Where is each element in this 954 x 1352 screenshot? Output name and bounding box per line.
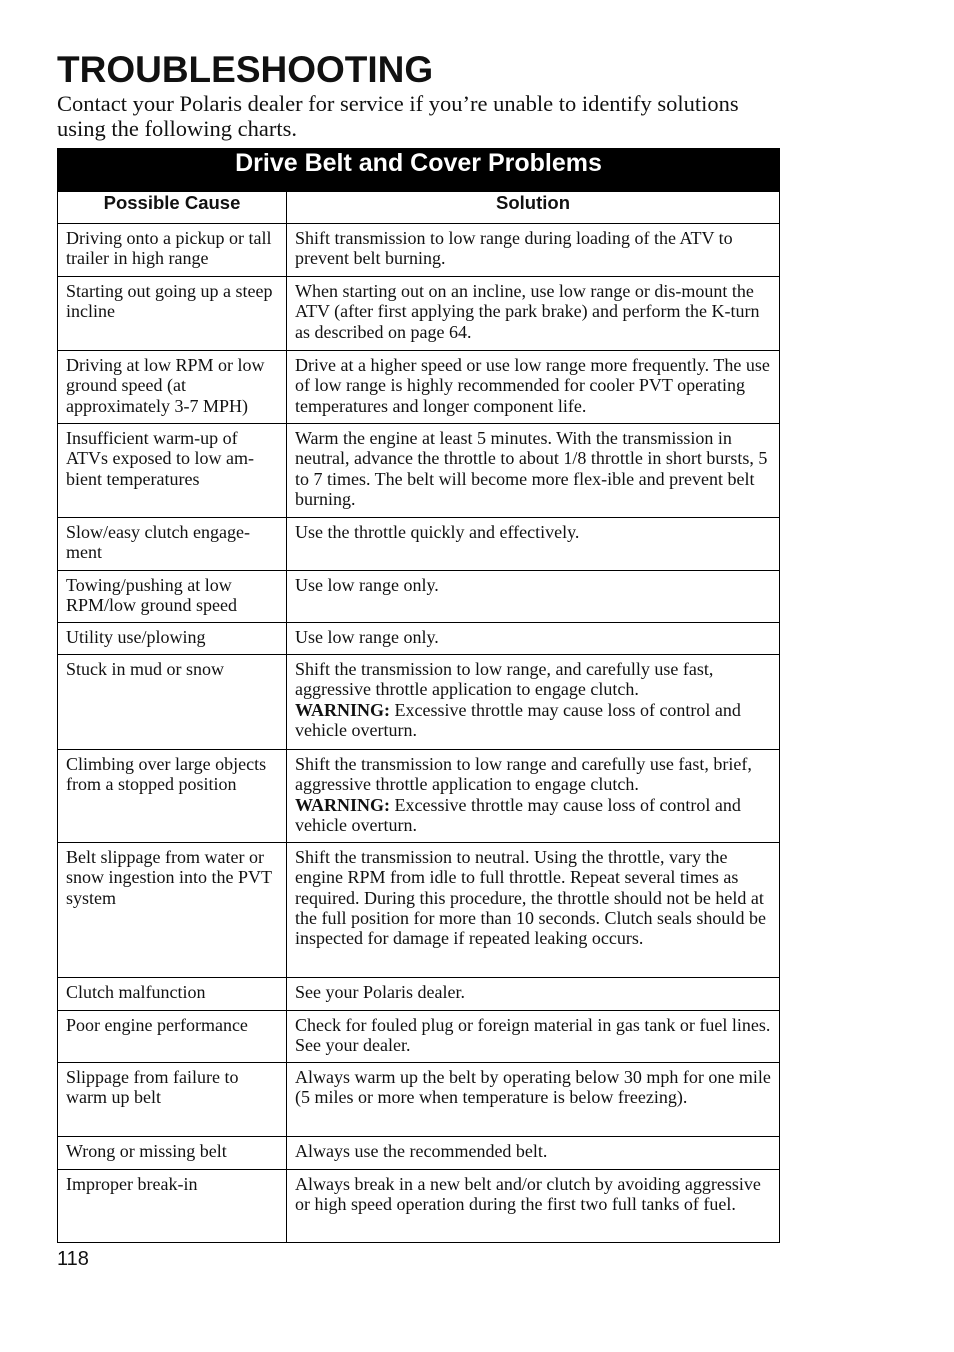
solution-cell: Always break in a new belt and/or clutch by avoiding aggressive or high speed operation during the first two full tanks of fuel.: [287, 1170, 780, 1243]
cause-cell: Slow/easy clutch engage-ment: [58, 518, 287, 571]
table-row: [58, 1137, 780, 1170]
warning-label: WARNING:: [295, 699, 391, 720]
solution-cell: Use low range only.: [287, 571, 780, 623]
solution-cell: [287, 655, 780, 750]
solution-text: Shift the transmission to low range, and carefully use fast, aggressive throttle application to engage clutch.: [295, 659, 714, 700]
table-row: [58, 224, 780, 277]
cause-cell: Slippage from failure to warm up belt: [58, 1063, 287, 1137]
cause-cell: Clutch malfunction: [58, 978, 287, 1011]
solution-cell: Check for fouled plug or foreign material in gas tank or fuel lines. See your dealer.: [287, 1011, 780, 1063]
solution-cell: When starting out on an incline, use low range or dis-mount the ATV (after first applying the park brake) and perform the K-turn as described on page 64.: [287, 277, 780, 351]
solution-cell: [287, 750, 780, 843]
table-row: [58, 843, 780, 978]
solution-text: Shift the transmission to low range and carefully use fast, brief, aggressive throttle application to engage clutch.: [295, 754, 752, 795]
solution-cell: Use the throttle quickly and effectively.: [287, 518, 780, 571]
column-header-cause: Possible Cause: [58, 192, 287, 224]
solution-cell: Use low range only.: [287, 623, 780, 655]
cause-cell: Wrong or missing belt: [58, 1137, 287, 1170]
cause-cell: Improper break-in: [58, 1170, 287, 1243]
warning-text: Excessive throttle may cause loss of control and vehicle overturn.: [295, 794, 741, 835]
table-row: [58, 571, 780, 623]
page-title: TROUBLESHOOTING: [57, 49, 434, 90]
solution-cell: Always warm up the belt by operating below 30 mph for one mile (5 miles or more when temperature is below freezing).: [287, 1063, 780, 1137]
cause-cell: Poor engine performance: [58, 1011, 287, 1063]
table-row: [58, 277, 780, 351]
warning-text: Excessive throttle may cause loss of control and vehicle overturn.: [295, 699, 741, 740]
table-row: [58, 1011, 780, 1063]
table-row: [58, 1063, 780, 1137]
cause-cell: Belt slippage from water or snow ingestion into the PVT system: [58, 843, 287, 978]
cause-cell: Stuck in mud or snow: [58, 655, 287, 750]
column-header-solution: Solution: [287, 192, 780, 224]
table-row: [58, 978, 780, 1011]
cause-cell: Insufficient warm-up of ATVs exposed to low am-bient temperatures: [58, 424, 287, 518]
page-number: 118: [57, 1248, 89, 1270]
warning-label: WARNING:: [295, 794, 391, 815]
solution-cell: See your Polaris dealer.: [287, 978, 780, 1011]
solution-cell: Warm the engine at least 5 minutes. With the transmission in neutral, advance the throttle to about 1/8 throttle in short bursts, 5 to 7 times. The belt will become more flex-ible and prevent belt burning.: [287, 424, 780, 518]
cause-cell: Towing/pushing at low RPM/low ground speed: [58, 571, 287, 623]
cause-cell: Climbing over large objects from a stopped position: [58, 750, 287, 843]
solution-cell: Drive at a higher speed or use low range more frequently. The use of low range is highly recommended for cooler PVT operating temperatures and longer component life.: [287, 351, 780, 424]
solution-cell: Always use the recommended belt.: [287, 1137, 780, 1170]
table-row: [58, 518, 780, 571]
table-row: [58, 655, 780, 750]
cause-cell: Driving onto a pickup or tall trailer in high range: [58, 224, 287, 277]
cause-cell: Starting out going up a steep incline: [58, 277, 287, 351]
table-row: [58, 1170, 780, 1243]
cause-cell: Driving at low RPM or low ground speed (at approximately 3-7 MPH): [58, 351, 287, 424]
table-row: [58, 351, 780, 424]
troubleshooting-table: [57, 148, 780, 1243]
solution-cell: Shift the transmission to neutral. Using the throttle, vary the engine RPM from idle to full throttle. Repeat several times as required. During this procedure, the throttle should not be held at the full position for more than 10 seconds. Clutch seals should be inspected for damage if repeated leaking occurs.: [287, 843, 780, 978]
table-row: [58, 750, 780, 843]
table-heading: Drive Belt and Cover Problems: [58, 149, 780, 192]
table-row: [58, 424, 780, 518]
cause-cell: Utility use/plowing: [58, 623, 287, 655]
table-row: [58, 623, 780, 655]
intro-text: Contact your Polaris dealer for service if you’re unable to identify solutions using the following charts.: [57, 91, 739, 141]
solution-cell: Shift transmission to low range during loading of the ATV to prevent belt burning.: [287, 224, 780, 277]
